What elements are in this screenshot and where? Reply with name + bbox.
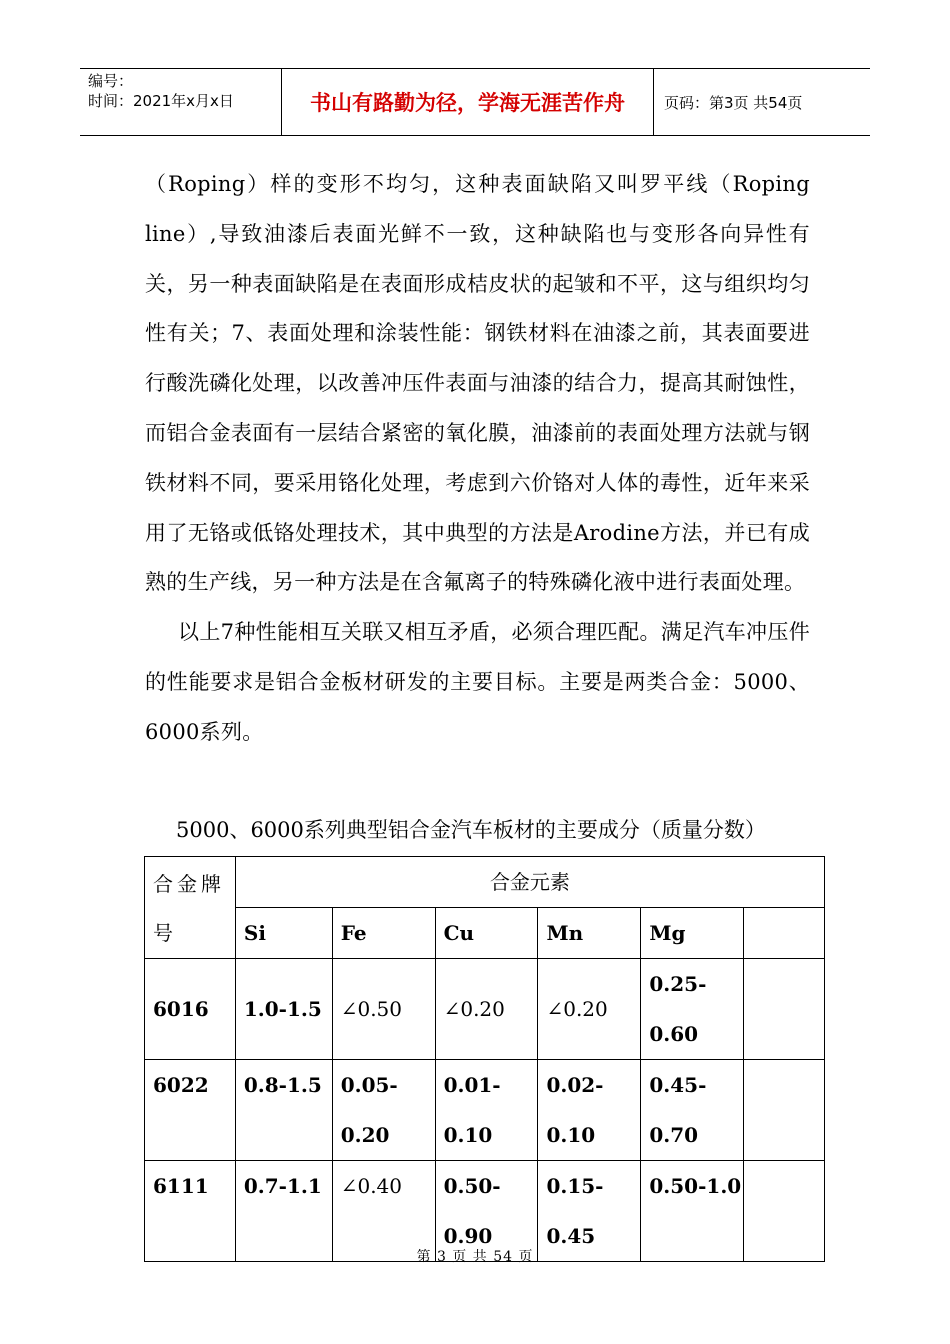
header-motto: 书山有路勤为径，学海无涯苦作舟 xyxy=(282,69,654,135)
table-row xyxy=(145,959,825,1060)
column-header-mn: Mn xyxy=(538,908,641,959)
table-row xyxy=(145,1060,825,1161)
body-paragraph: 以上7种性能相互关联又相互矛盾，必须合理匹配。满足汽车冲压件的性能要求是铝合金板材研发的主要目标。主要是两类合金：5000、6000系列。 xyxy=(145,620,810,744)
header-meta xyxy=(80,69,282,135)
cell-mn: 0.02-0.10 xyxy=(538,1060,641,1161)
table-header-brand: 合金牌号 xyxy=(145,857,236,959)
cell-extra xyxy=(744,959,825,1060)
document-body xyxy=(145,160,810,758)
column-header-mg: Mg xyxy=(641,908,744,959)
document-date: 时间：2021年x月x日 xyxy=(88,92,234,110)
cell-fe: ∠0.40 xyxy=(332,1161,435,1262)
cell-mn: 0.15-0.45 xyxy=(538,1161,641,1262)
cell-mg: 0.45-0.70 xyxy=(641,1060,744,1161)
page-header xyxy=(80,68,870,136)
column-header-si: Si xyxy=(235,908,332,959)
page-footer: 第 3 页 共 54 页 xyxy=(416,1249,534,1265)
cell-si: 1.0-1.5 xyxy=(235,959,332,1060)
column-header-extra xyxy=(744,908,825,959)
cell-cu: ∠0.20 xyxy=(435,959,538,1060)
cell-cu: 0.01-0.10 xyxy=(435,1060,538,1161)
cell-mg: 0.25-0.60 xyxy=(641,959,744,1060)
table-caption: 5000、6000系列典型铝合金汽车板材的主要成分（质量分数） xyxy=(176,818,766,842)
cell-mg: 0.50-1.0 xyxy=(641,1161,744,1262)
cell-fe: 0.05-0.20 xyxy=(332,1060,435,1161)
header-page-info: 页码：第3页 共54页 xyxy=(664,93,803,112)
document-number-label: 编号： xyxy=(88,72,134,90)
cell-brand: 6016 xyxy=(145,959,236,1060)
cell-cu: 0.50-0.90 xyxy=(435,1161,538,1262)
cell-fe: ∠0.50 xyxy=(332,959,435,1060)
cell-mn: ∠0.20 xyxy=(538,959,641,1060)
cell-si: 0.7-1.1 xyxy=(235,1161,332,1262)
alloy-composition-table xyxy=(144,856,825,1262)
cell-brand: 6022 xyxy=(145,1060,236,1161)
column-header-cu: Cu xyxy=(435,908,538,959)
cell-extra xyxy=(744,1060,825,1161)
body-paragraph: （Roping）样的变形不均匀，这种表面缺陷又叫罗平线（Roping line）,导致油漆后表面光鲜不一致，这种缺陷也与变形各向异性有关，另一种表面缺陷是在表面形成桔皮状的起皱和不平，这与组织均匀性有关；7、表面处理和涂装性能：钢铁材料在油漆之前，其表面要进行酸洗磷化处理，以改善冲压件表面与油漆的结合力，提高其耐蚀性，而铝合金表面有一层结合紧密的氧化膜，油漆前的表面处理方法就与钢铁材料不同，要采用铬化处理，考虑到六价铬对人体的毒性，近年来采用了无铬或低铬处理技术，其中典型的方法是Arodine方法，并已有成熟的生产线，另一种方法是在含氟离子的特殊磷化液中进行表面处理。 xyxy=(145,172,810,595)
table-header-elements: 合金元素 xyxy=(235,857,824,908)
column-header-fe: Fe xyxy=(332,908,435,959)
cell-brand: 6111 xyxy=(145,1161,236,1262)
cell-si: 0.8-1.5 xyxy=(235,1060,332,1161)
